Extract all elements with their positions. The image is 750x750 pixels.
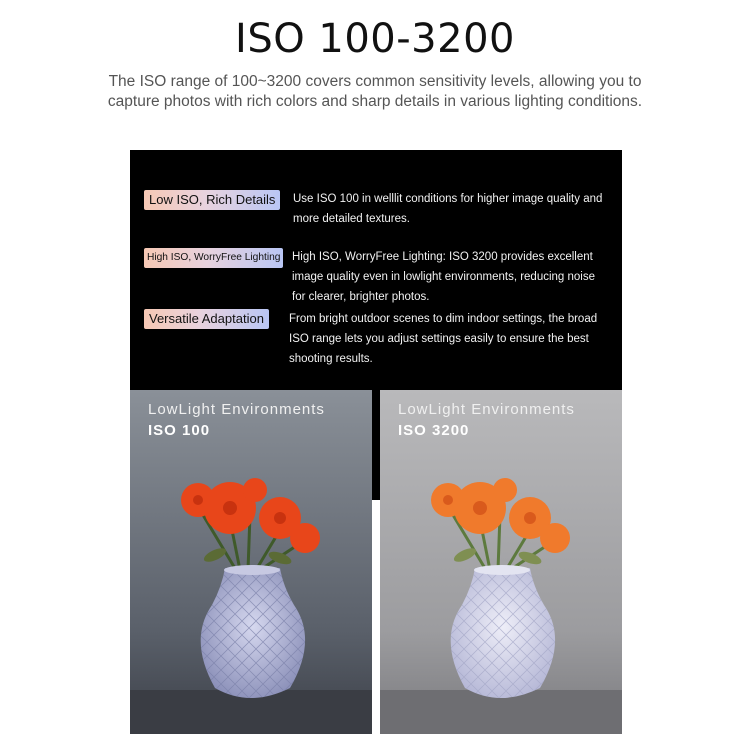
photo-iso-label-100: ISO 100: [148, 422, 211, 439]
photo-caption-iso-100: LowLight Environments: [148, 401, 325, 418]
vase-flowers-image-iso-100: [130, 390, 372, 734]
page-subtitle: The ISO range of 100~3200 covers common sensitivity levels, allowing you to capture photos with rich colors and sharp details in various lighting conditions.: [107, 73, 643, 110]
photo-caption-iso-3200: LowLight Environments: [398, 401, 575, 418]
feature-badge-high-iso: High ISO, WorryFree Lighting: [144, 248, 283, 268]
feature-description-high-iso: High ISO, WorryFree Lighting: ISO 3200 provides excellent image quality even in lowlight environments, reducing noise for clearer, brighter photos.: [292, 251, 596, 303]
features-panel: [130, 150, 622, 390]
page-title: ISO 100-3200: [235, 16, 515, 62]
panel-divider: [372, 390, 380, 500]
feature-badge-versatile: Versatile Adaptation: [144, 309, 269, 329]
feature-badge-low-iso: Low ISO, Rich Details: [144, 190, 280, 210]
feature-description-low-iso: Use ISO 100 in welllit conditions for higher image quality and more detailed textures.: [293, 193, 603, 225]
photo-iso-3200: [380, 390, 622, 734]
photo-iso-label-3200: ISO 3200: [398, 422, 470, 439]
feature-description-versatile: From bright outdoor scenes to dim indoor settings, the broad ISO range lets you adjust settings easily to ensure the best shooting results.: [289, 313, 598, 365]
vase-flowers-image-iso-3200: [380, 390, 622, 734]
photo-iso-100: [130, 390, 372, 734]
